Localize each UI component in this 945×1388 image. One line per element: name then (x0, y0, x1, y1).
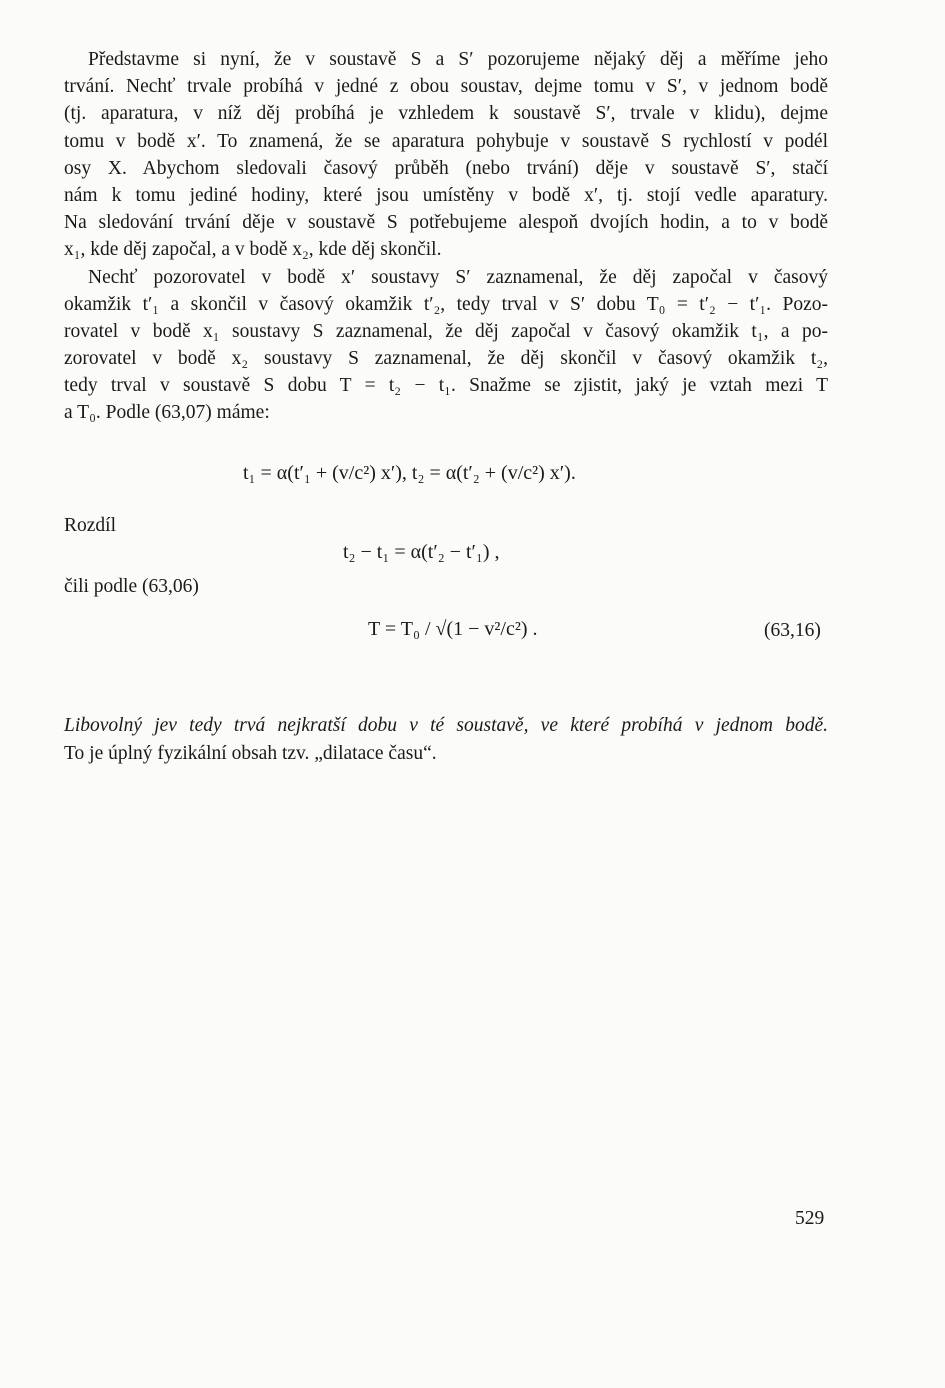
equation-difference: t₂ − t₁ = α(t′₂ − t′₁) , (343, 541, 500, 563)
text-line: rovatel v bodě x₁ soustavy S zaznamenal, že děj započal v časový okamžik t₁, a po- (64, 321, 828, 342)
text-line: okamžik t′₁ a skončil v časový okamžik t′₂, tedy trval v S′ dobu T₀ = t′₂ − t′₁. Pozo- (64, 294, 828, 315)
text-line: Na sledování trvání děje v soustavě S potřebujeme alespoň dvojích hodin, a to v bodě (64, 212, 828, 233)
text-line: (tj. aparatura, v níž děj probíhá je vzhledem k soustavě S′, trvale v klidu), dejme (64, 103, 828, 124)
text-line: osy X. Abychom sledovali časový průběh (nebo trvání) děje v soustavě S′, stačí (64, 158, 828, 179)
text-line: zorovatel v bodě x₂ soustavy S zaznamenal, že děj skončil v časový okamžik t₂, (64, 348, 828, 369)
text-line: tedy trval v soustavě S dobu T = t₂ − t₁. Snažme se zjistit, jaký je vztah mezi T (64, 375, 828, 396)
label-cili: čili podle (63,06) (64, 576, 199, 597)
equation-time-dilation: T = T₀ / √(1 − v²/c²) . (368, 618, 538, 640)
equation-lorentz-times: t₁ = α(t′₁ + (v/c²) x′), t₂ = α(t′₂ + (v/c²) x′). (243, 462, 576, 484)
conclusion-line: To je úplný fyzikální obsah tzv. „dilatace času“. (64, 743, 437, 764)
text-line: tomu v bodě x′. To znamená, že se aparatura pohybuje v soustavě S rychlostí v podél (64, 131, 828, 152)
text-line: nám k tomu jediné hodiny, které jsou umístěny v bodě x′, tj. stojí vedle aparatury. (64, 185, 828, 206)
text-line: Představme si nyní, že v soustavě S a S′ pozorujeme nějaký děj a měříme jeho (88, 49, 828, 70)
equation-number: (63,16) (764, 620, 821, 641)
text-line: Nechť pozorovatel v bodě x′ soustavy S′ zaznamenal, že děj započal v časový (88, 267, 828, 288)
text-line: a T₀. Podle (63,07) máme: (64, 402, 270, 423)
text-line: x₁, kde děj započal, a v bodě x₂, kde děj skončil. (64, 239, 442, 260)
page-number: 529 (795, 1208, 825, 1229)
label-rozdil: Rozdíl (64, 515, 116, 536)
text-line: trvání. Nechť trvale probíhá v jedné z obou soustav, dejme tomu v S′, v jednom bodě (64, 76, 828, 97)
conclusion-italic: Libovolný jev tedy trvá nejkratší dobu v té soustavě, ve které probíhá v jednom bodě. (64, 715, 828, 736)
